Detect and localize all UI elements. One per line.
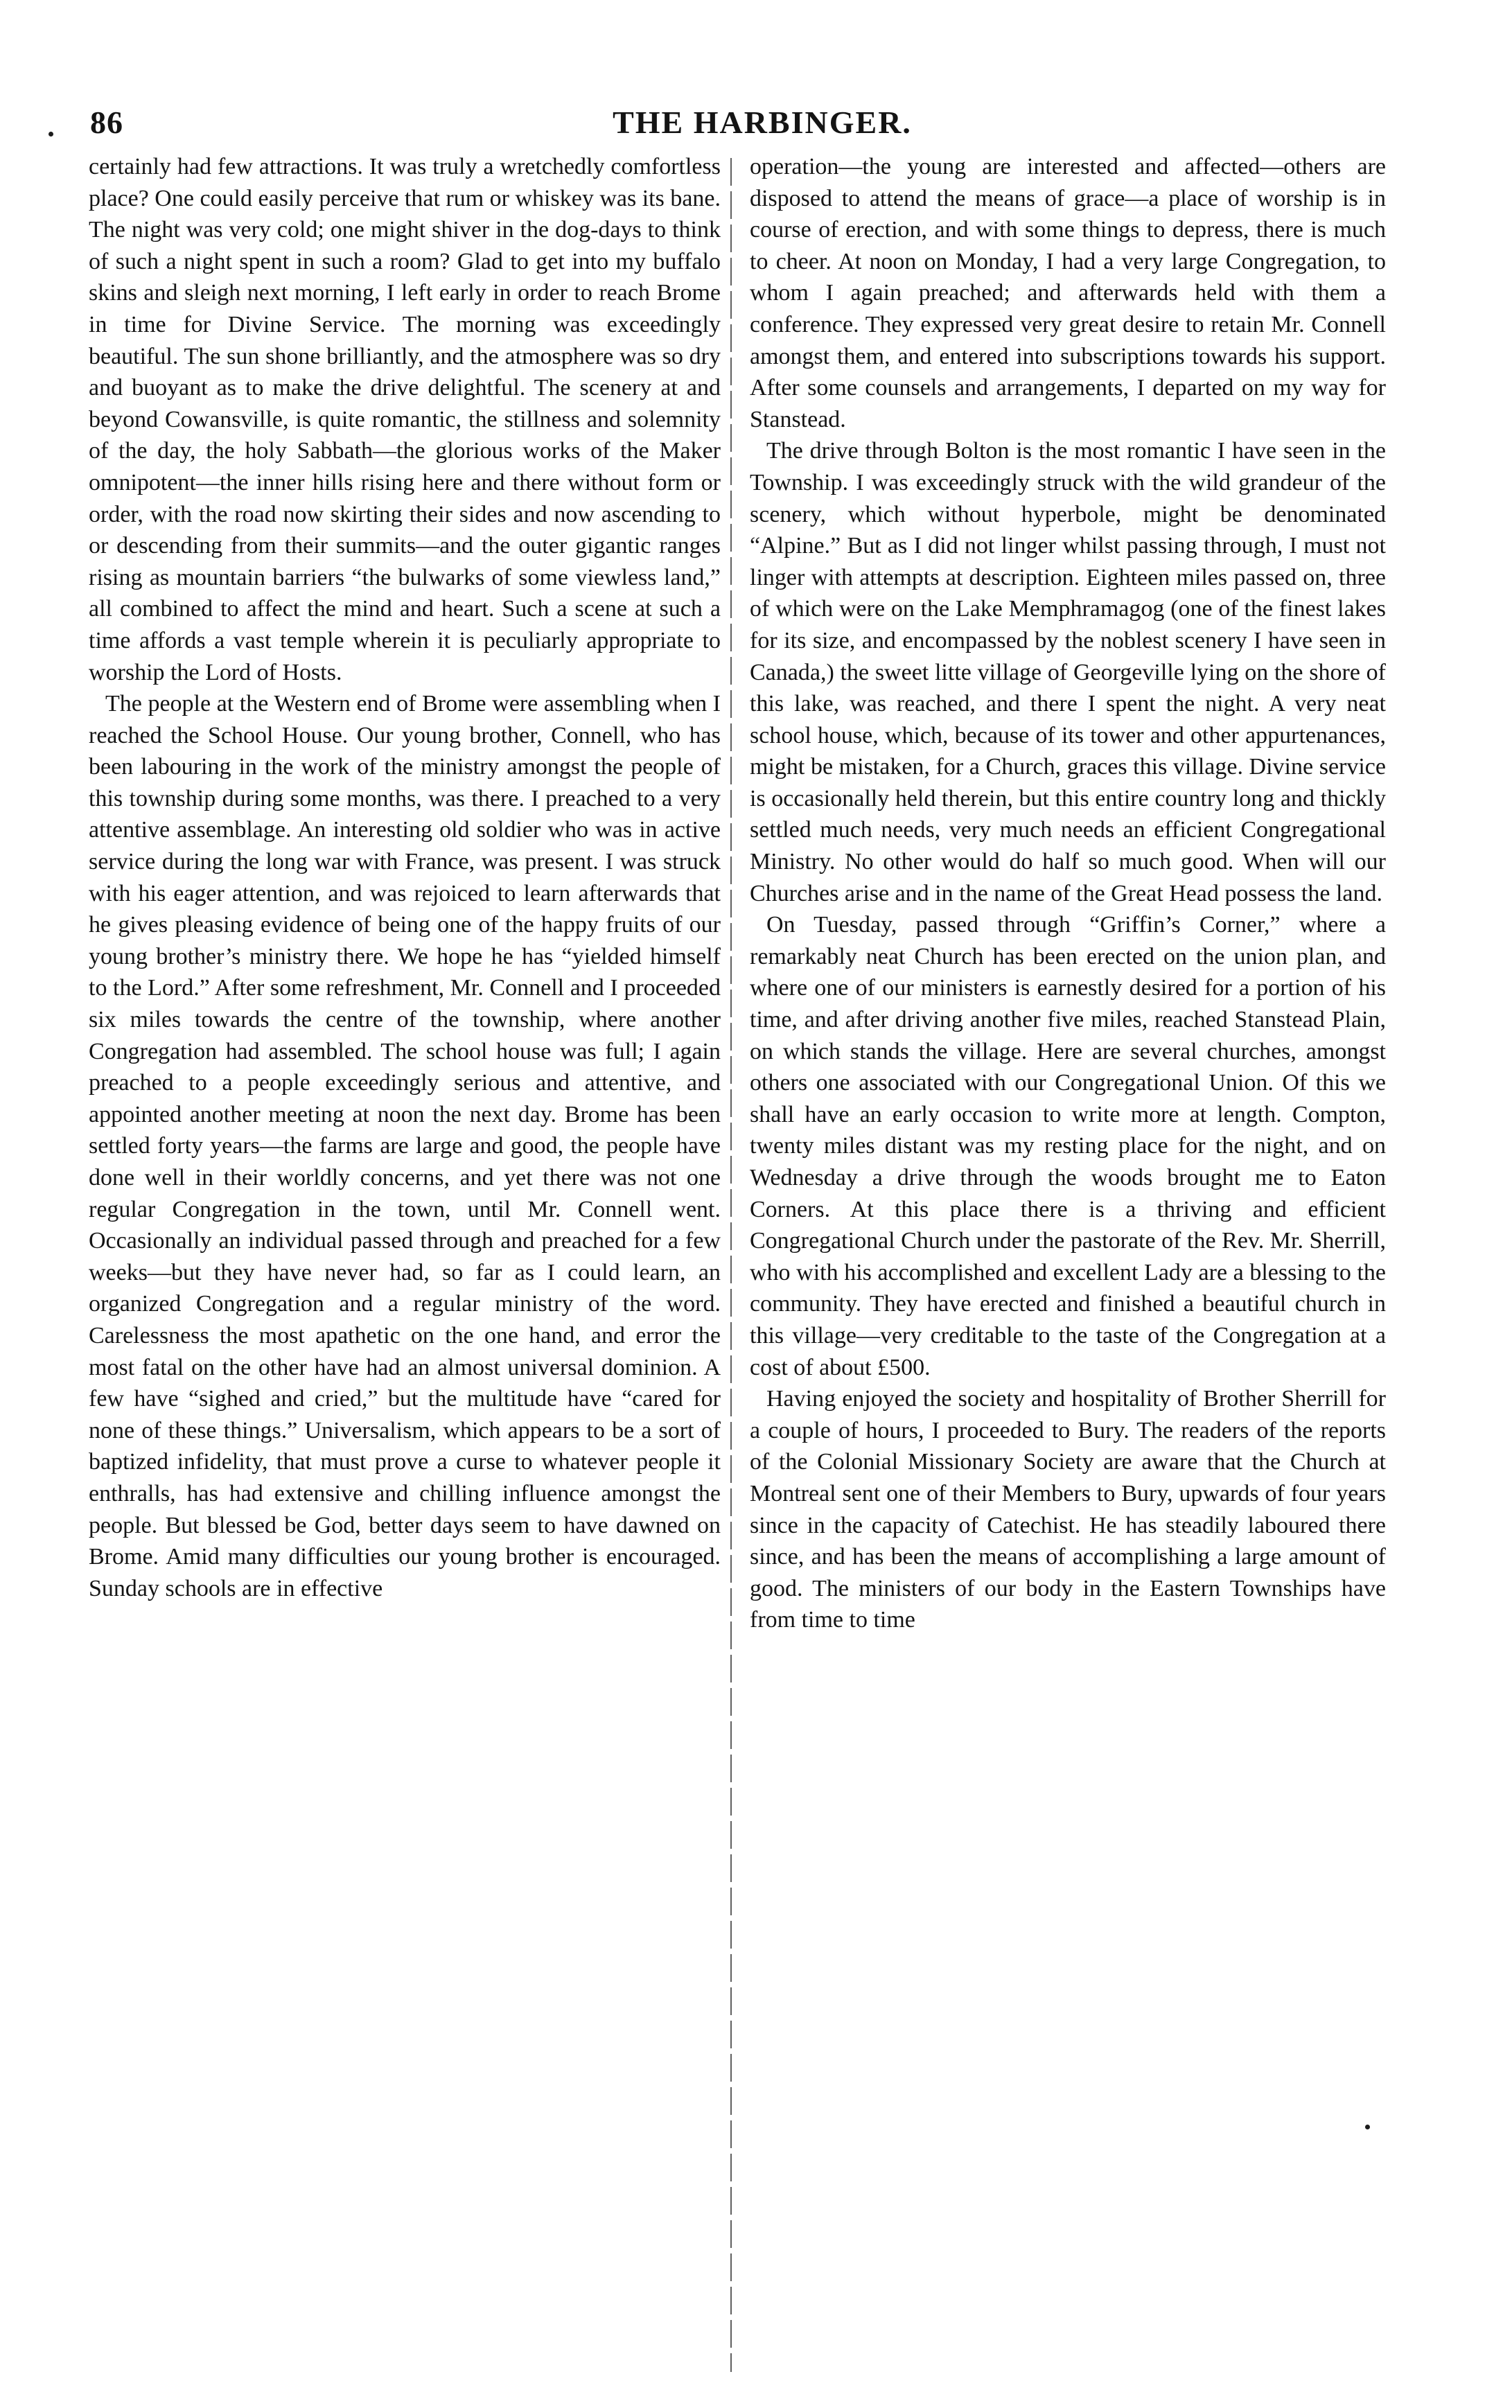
ink-speck [1365, 2125, 1370, 2129]
paragraph: certainly had few attractions. It was truly a wretchedly comfortless place? One could easily perceive that rum or whiskey was its bane. The night was very cold; one might shiver in the dog-days to think of such a night spent in such a room? Glad to get into my buffalo skins and sleigh next morning, I left early in order to reach Brome in time for Divine Service. The morning was exceedingly beautiful. The sun shone brilliantly, and the atmosphere was so dry and buoyant as to make the drive delightful. The scenery at and beyond Cowansville, is quite romantic, the stillness and solemnity of the day, the holy Sabbath—the glorious works of the Maker omnipotent—the inner hills rising here and there without form or order, with the road now skirting their sides and now ascending to or descending from their summits—and the outer gigantic ranges rising as mountain barriers “the bulwarks of some viewless land,” all combined to affect the mind and heart. Such a scene at such a time affords a vast temple wherein it is peculiarly appropriate to worship the Lord of Hosts. [89, 154, 721, 685]
ink-speck [49, 132, 53, 137]
paragraph: The drive through Bolton is the most romantic I have seen in the Township. I was exceedingly struck with the wild grandeur of the scenery, which without hyperbole, might be denominated “Alpine.” But as I did not linger whilst passing through, I must not linger with attempts at description. Eighteen miles passed on, three of which were on the Lake Memphramagog (one of the finest lakes for its size, and encompassed by the noblest scenery I have seen in Canada,) the sweet litte village of Georgeville lying on the shore of this lake, was reached, and there I spent the night. A very neat school house, which, because of its tower and other appurtenances, might be mistaken, for a Church, graces this village. Divine service is occasionally held therein, but this entire country long and thickly settled much needs, very much needs an efficient Congregational Ministry. No other would do half so much good. When will our Churches arise and in the name of the Great Head possess the land. [750, 438, 1386, 906]
right-column [750, 151, 1386, 1636]
left-column [89, 151, 721, 1604]
page-number: 86 [90, 105, 123, 140]
paragraph: On Tuesday, passed through “Griffin’s Corner,” where a remarkably neat Church has been erected on the union plan, and where one of our ministers is earnestly desired for a portion of his time, and after driving another five miles, reached Stanstead Plain, on which stands the village. Here are several churches, amongst others one associated with our Congregational Union. Of this we shall have an early occasion to write more at length. Compton, twenty miles distant was my resting place for the night, and on Wednesday a drive through the woods brought me to Eaton Corners. At this place there is a thriving and efficient Congregational Church under the pastorate of the Rev. Mr. Sherrill, who with his accomplished and excellent Lady are a blessing to the community. They have erected and finished a beautiful church in this village—very creditable to the taste of the Congregation at a cost of about £500. [750, 912, 1386, 1380]
paragraph: Having enjoyed the society and hospitality of Brother Sherrill for a couple of hours, I proceeded to Bury. The readers of the reports of the Colonial Missionary Society are aware that the Church at Montreal sent one of their Members to Bury, upwards of four years since in the capacity of Catechist. He has steadily laboured there since, and has been the means of accomplishing a large amount of good. The ministers of our body in the Eastern Townships have from time to time [750, 1386, 1386, 1633]
paragraph: operation—the young are interested and affected—others are disposed to attend the means of grace—a place of worship is in course of erection, and with some things to depress, there is much to cheer. At noon on Monday, I had a very large Congregation, to whom I again preached; and afterwards held with them a conference. They expressed very great desire to retain Mr. Connell amongst them, and entered into subscriptions towards his support. After some counsels and arrangements, I departed on my way for Stanstead. [750, 154, 1386, 432]
paragraph: The people at the Western end of Brome were assembling when I reached the School House. Our young brother, Connell, who has been labouring in the work of the ministry amongst the people of this township during some months, was there. I preached to a very attentive assemblage. An interesting old soldier who was in active service during the long war with France, was present. I was struck with his eager attention, and was rejoiced to learn afterwards that he gives pleasing evidence of being one of the happy fruits of our young brother’s ministry there. We hope he has “yielded himself to the Lord.” After some refreshment, Mr. Connell and I proceeded six miles towards the centre of the township, where another Congregation had assembled. The school house was full; I again preached to a people exceedingly serious and attentive, and appointed another meeting at noon the next day. Brome has been settled forty years—the farms are large and good, the people have done well in their worldly concerns, and yet there was not one regular Congregation in the town, until Mr. Connell went. Occasionally an individual passed through and preached for a few weeks—but they have never had, so far as I could learn, an organized Congregation and a regular ministry of the word. Carelessness the most apathetic on the one hand, and error the most fatal on the other have had an almost universal dominion. A few have “sighed and cried,” but the multitude have “cared for none of these things.” Universalism, which appears to be a sort of baptized infidelity, that must prove a curse to whatever people it enthralls, has had extensive and chilling influence amongst the people. But blessed be God, better days seem to have dawned on Brome. Amid many difficulties our young brother is encouraged. Sunday schools are in effective [89, 691, 721, 1601]
running-title: THE HARBINGER. [613, 105, 912, 140]
column-divider [730, 158, 732, 2372]
